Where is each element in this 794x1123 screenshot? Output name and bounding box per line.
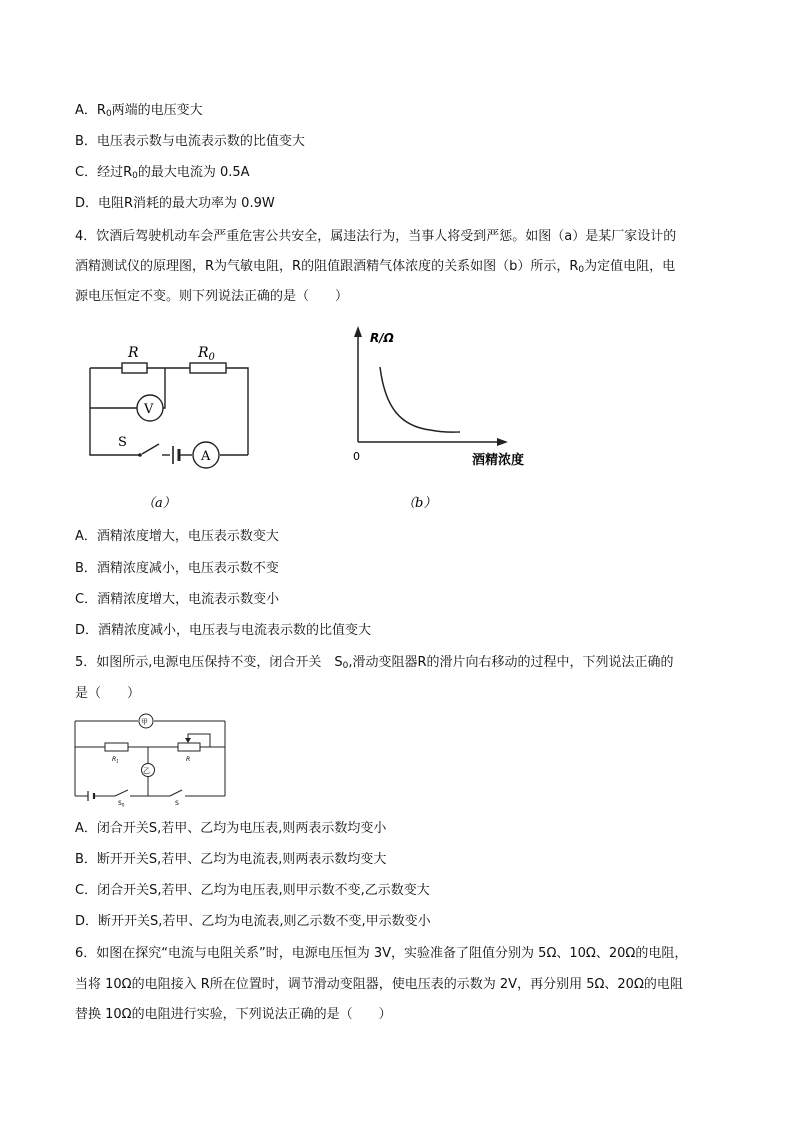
label-jia: 甲 bbox=[141, 718, 148, 726]
rheostat-r bbox=[178, 743, 200, 751]
q4-option-c: C．酒精浓度增大，电流表示数变小 bbox=[75, 592, 280, 607]
q5-option-d: D．断开开关S,若甲、乙均为电流表,则乙示数不变,甲示数变小 bbox=[75, 914, 431, 929]
q4-option-b: B．酒精浓度减小，电压表示数不变 bbox=[75, 561, 279, 576]
label-r: R bbox=[128, 345, 139, 361]
q5-option-b: B．断开开关S,若甲、乙均为电流表,则两表示数均变大 bbox=[75, 852, 387, 867]
q3-option-d: D．电阻R消耗的最大功率为 0.9W bbox=[75, 196, 275, 211]
x-axis-label: 酒精浓度 bbox=[472, 453, 525, 468]
label-s: S bbox=[175, 800, 179, 807]
label-s0: $S_0$ bbox=[118, 800, 125, 808]
label-r: R bbox=[186, 756, 191, 763]
y-axis-arrow bbox=[354, 326, 362, 337]
x-axis-arrow bbox=[497, 438, 508, 446]
q4-graph-b bbox=[340, 322, 540, 517]
caption-a: （a） bbox=[142, 496, 176, 511]
q4-circuit-a bbox=[80, 330, 270, 520]
q4-stem-line3: 源电压恒定不变。则下列说法正确的是（ ） bbox=[75, 289, 349, 304]
q6-stem-line2: 当将 10Ω的电阻接入 R所在位置时，调节滑动变阻器，使电压表的示数为 2V，再分别用 5Ω、20Ω的电阻 bbox=[75, 977, 683, 992]
y-axis-label: R/Ω bbox=[370, 331, 394, 345]
resistor-r bbox=[122, 363, 147, 373]
label-yi: 乙 bbox=[143, 767, 150, 775]
label-v: V bbox=[144, 402, 154, 417]
q5-circuit bbox=[70, 712, 230, 812]
q5-stem-line2: 是（ ） bbox=[75, 686, 141, 701]
q6-stem-line3: 替换 10Ω的电阻进行实验，下列说法正确的是（ ） bbox=[75, 1007, 392, 1022]
q6-stem-line1: 6．如图在探究“电流与电阻关系”时，电源电压恒为 3V，实验准备了阻值分别为 5Ω、10Ω、20Ω的电阻， bbox=[75, 946, 688, 961]
q4-stem-line2: 酒精测试仪的原理图，R为气敏电阻，R的阻值跟酒精气体浓度的关系如图（b）所示，$R_0$为定值电阻，电 bbox=[75, 259, 676, 275]
switch-contact bbox=[138, 453, 142, 457]
q4-stem-line1: 4．饮酒后驾驶机动车会严重危害公共安全，属违法行为，当事人将受到严惩。如图（a）是某厂家设计的 bbox=[75, 229, 677, 244]
q4-option-a: A．酒精浓度增大，电压表示数变大 bbox=[75, 529, 279, 544]
label-a: A bbox=[201, 449, 211, 464]
label-s: S bbox=[118, 435, 127, 450]
resistor-r1 bbox=[105, 743, 128, 751]
q3-option-c: C．经过$R_0$的最大电流为 0.5A bbox=[75, 165, 250, 181]
q5-option-a: A．闭合开关S,若甲、乙均为电压表,则两表示数均变小 bbox=[75, 821, 387, 836]
q4-option-d: D．酒精浓度减小，电压表与电流表示数的比值变大 bbox=[75, 623, 372, 638]
caption-b: （b） bbox=[402, 496, 437, 511]
origin-label: 0 bbox=[353, 450, 360, 463]
label-r0: $R_0$ bbox=[198, 345, 215, 363]
q5-option-c: C．闭合开关S,若甲、乙均为电压表,则甲示数不变,乙示数变大 bbox=[75, 883, 430, 898]
q3-option-a: A．$R_0$两端的电压变大 bbox=[75, 103, 203, 119]
q5-stem-line1: 5．如图所示,电源电压保持不变，闭合开关 $S_0$,滑动变阻器R的滑片向右移动的过程中，下列说法正确的 bbox=[75, 655, 674, 671]
resistor-r0 bbox=[190, 363, 226, 373]
q3-option-b: B．电压表示数与电流表示数的比值变大 bbox=[75, 134, 305, 149]
slider-arrow bbox=[185, 738, 191, 743]
label-r1: $R_1$ bbox=[112, 756, 119, 764]
